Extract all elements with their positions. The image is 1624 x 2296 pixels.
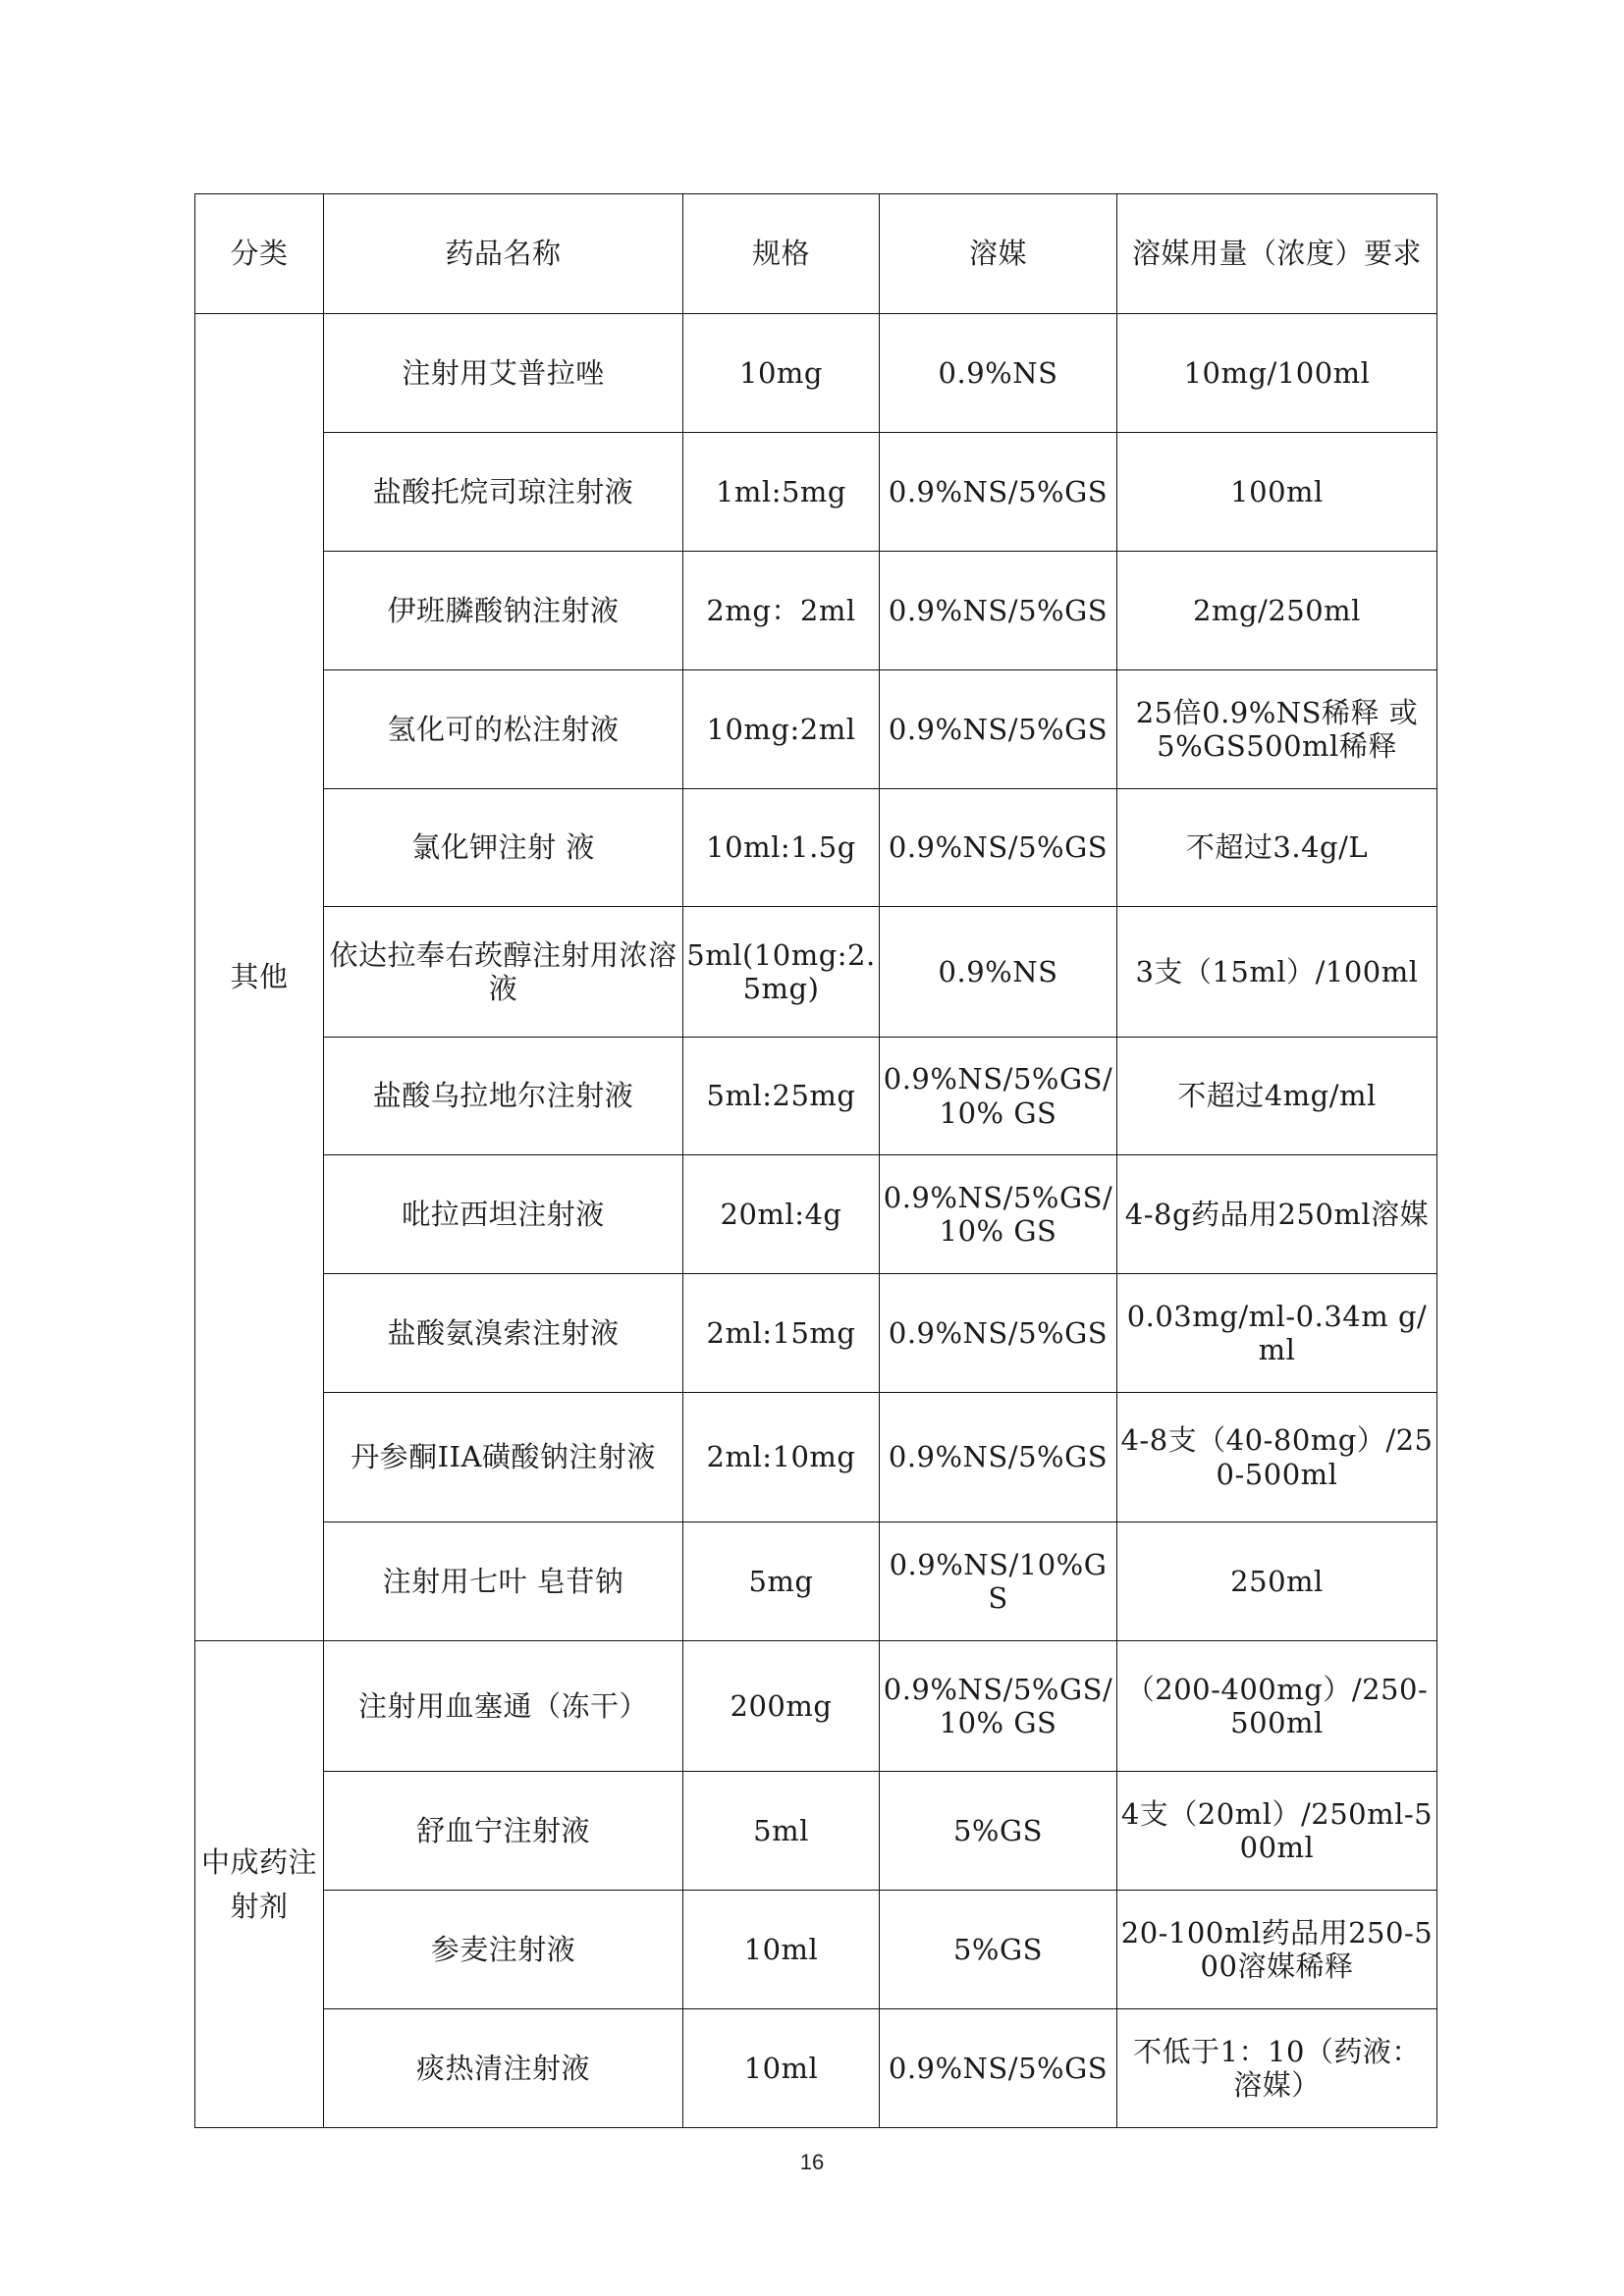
- drug-name-cell-text: 注射用七叶 皂苷钠: [382, 1564, 624, 1598]
- table-row: [195, 433, 1437, 552]
- spec-cell-text: 5ml: [753, 1813, 809, 1847]
- solvent-cell-text: 0.9%NS/5%GS: [888, 830, 1109, 865]
- requirement-cell-text: 2mg/250ml: [1193, 593, 1361, 627]
- drug-name-cell: [324, 2009, 683, 2128]
- requirement-cell-text: （200-400mg）/250-500ml: [1125, 1672, 1429, 1739]
- solvent-cell-text: 5%GS: [952, 1813, 1044, 1847]
- drug-name-cell-text: 注射用艾普拉唑: [402, 355, 605, 390]
- requirement-cell: [1117, 552, 1437, 670]
- solvent-cell-text: 0.9%NS/10%GS: [889, 1547, 1108, 1615]
- solvent-cell-text: 0.9%NS/5%GS: [888, 593, 1109, 627]
- solvent-cell: [880, 907, 1117, 1038]
- requirement-cell-text: 4-8支（40-80mg）/250-500ml: [1120, 1423, 1434, 1491]
- spec-cell-text: 10ml:1.5g: [706, 830, 856, 865]
- page-number: 16: [799, 2150, 825, 2174]
- requirement-cell-text: 不超过4mg/ml: [1177, 1079, 1377, 1113]
- spec-cell-text: 10mg: [739, 355, 823, 390]
- requirement-cell: [1117, 1522, 1437, 1641]
- solvent-cell-text: 0.9%NS/5%GS/10% GS: [883, 1062, 1113, 1130]
- requirement-cell-text: 25倍0.9%NS稀释 或5%GS500ml稀释: [1135, 695, 1419, 763]
- requirement-cell: [1117, 670, 1437, 789]
- drug-name-cell-text: 盐酸托烷司琼注射液: [372, 474, 634, 508]
- solvent-cell: [880, 1772, 1117, 1891]
- solvent-cell: [880, 1891, 1117, 2009]
- drug-name-cell: [324, 1038, 683, 1155]
- drug-name-cell-text: 参麦注射液: [430, 1932, 576, 1966]
- spec-cell: [683, 1641, 880, 1772]
- drug-name-cell: [324, 552, 683, 670]
- table-row: [195, 670, 1437, 789]
- spec-cell: [683, 314, 880, 433]
- spec-cell: [683, 2009, 880, 2128]
- solvent-cell-text: 0.9%NS/5%GS: [888, 2051, 1109, 2085]
- solvent-cell: [880, 1522, 1117, 1641]
- table-body: [195, 314, 1437, 2128]
- table-row: [195, 1641, 1437, 1772]
- drug-name-cell: [324, 1772, 683, 1891]
- header-solvent: 溶媒: [880, 194, 1117, 314]
- spec-cell-text: 5ml:25mg: [706, 1079, 856, 1113]
- requirement-cell: [1117, 1891, 1437, 2009]
- requirement-cell-text: 不低于1：10（药液：溶媒）: [1133, 2034, 1421, 2102]
- header-category: 分类: [195, 194, 324, 314]
- spec-cell: [683, 1155, 880, 1274]
- drug-name-cell-text: 依达拉奉右莰醇注射用浓溶液: [329, 937, 677, 1005]
- spec-cell: [683, 1038, 880, 1155]
- spec-cell: [683, 1522, 880, 1641]
- solvent-cell: [880, 670, 1117, 789]
- spec-cell: [683, 789, 880, 907]
- drug-name-cell: [324, 907, 683, 1038]
- solvent-cell-text: 0.9%NS: [938, 355, 1058, 390]
- spec-cell-text: 1ml:5mg: [715, 474, 846, 508]
- table-row: [195, 314, 1437, 433]
- spec-cell-text: 200mg: [730, 1688, 833, 1723]
- solvent-cell: [880, 552, 1117, 670]
- drug-name-cell: [324, 314, 683, 433]
- solvent-cell-text: 0.9%NS/5%GS/10% GS: [883, 1180, 1113, 1248]
- requirement-cell: [1117, 907, 1437, 1038]
- requirement-cell: [1117, 2009, 1437, 2128]
- table-row: [195, 1155, 1437, 1274]
- table-row: [195, 907, 1437, 1038]
- drug-name-cell: [324, 1522, 683, 1641]
- solvent-cell-text: 0.9%NS/5%GS: [888, 474, 1109, 508]
- spec-cell: [683, 907, 880, 1038]
- drug-name-cell: [324, 1274, 683, 1393]
- spec-cell: [683, 1393, 880, 1522]
- requirement-cell-text: 不超过3.4g/L: [1185, 830, 1369, 865]
- requirement-cell: [1117, 1038, 1437, 1155]
- requirement-cell: [1117, 789, 1437, 907]
- spec-cell: [683, 1772, 880, 1891]
- table-row: [195, 789, 1437, 907]
- requirement-cell: [1117, 1274, 1437, 1393]
- table-row: [195, 2009, 1437, 2128]
- solvent-cell: [880, 789, 1117, 907]
- drug-name-cell: [324, 789, 683, 907]
- table-row: [195, 1038, 1437, 1155]
- spec-cell-text: 5ml(10mg:2.5mg): [686, 937, 876, 1005]
- drug-name-cell: [324, 433, 683, 552]
- drug-name-cell-text: 盐酸乌拉地尔注射液: [372, 1079, 634, 1113]
- spec-cell-text: 10ml: [743, 2051, 819, 2085]
- requirement-cell-text: 3支（15ml）/100ml: [1135, 954, 1419, 988]
- drug-name-cell: [324, 1641, 683, 1772]
- solvent-cell: [880, 433, 1117, 552]
- requirement-cell-text: 20-100ml药品用250-500溶媒稀释: [1120, 1915, 1434, 1983]
- solvent-cell-text: 5%GS: [952, 1932, 1044, 1966]
- spec-cell-text: 20ml:4g: [720, 1197, 842, 1231]
- requirement-cell: [1117, 1641, 1437, 1772]
- drug-solvent-table: [194, 193, 1437, 2128]
- table-header-row: [195, 194, 1437, 314]
- table-row: [195, 1772, 1437, 1891]
- solvent-cell-text: 0.9%NS/5%GS: [888, 1440, 1109, 1474]
- spec-cell-text: 10mg:2ml: [706, 712, 856, 746]
- spec-cell-text: 10ml: [743, 1932, 819, 1966]
- solvent-cell: [880, 1155, 1117, 1274]
- requirement-cell-text: 4-8g药品用250ml溶媒: [1124, 1197, 1430, 1231]
- drug-name-cell-text: 痰热清注射液: [415, 2051, 590, 2085]
- drug-name-cell-text: 舒血宁注射液: [415, 1813, 590, 1847]
- requirement-cell: [1117, 1393, 1437, 1522]
- requirement-cell-text: 100ml: [1230, 474, 1324, 508]
- solvent-cell: [880, 1393, 1117, 1522]
- category-label: 其他: [230, 960, 289, 994]
- drug-name-cell-text: 氢化可的松注射液: [387, 712, 620, 746]
- spec-cell: [683, 670, 880, 789]
- drug-name-cell-text: 丹参酮IIA磺酸钠注射液: [351, 1440, 656, 1474]
- spec-cell-text: 2mg：2ml: [706, 593, 856, 627]
- table-row: [195, 1522, 1437, 1641]
- solvent-cell: [880, 1038, 1117, 1155]
- header-spec: 规格: [683, 194, 880, 314]
- requirement-cell-text: 4支（20ml）/250ml-500ml: [1120, 1796, 1434, 1864]
- spec-cell: [683, 1274, 880, 1393]
- solvent-cell: [880, 1641, 1117, 1772]
- solvent-cell: [880, 1274, 1117, 1393]
- category-label: 中成药注射剂: [201, 1844, 318, 1923]
- solvent-cell-text: 0.9%NS: [938, 954, 1058, 988]
- requirement-cell-text: 0.03mg/ml-0.34m g/ml: [1126, 1299, 1428, 1366]
- drug-name-cell-text: 注射用血塞通（冻干）: [357, 1688, 648, 1723]
- drug-name-cell: [324, 1393, 683, 1522]
- solvent-cell-text: 0.9%NS/5%GS: [888, 712, 1109, 746]
- requirement-cell: [1117, 433, 1437, 552]
- requirement-cell: [1117, 1772, 1437, 1891]
- drug-name-cell-text: 吡拉西坦注射液: [402, 1197, 605, 1231]
- drug-name-cell-text: 盐酸氨溴索注射液: [387, 1315, 620, 1350]
- spec-cell: [683, 552, 880, 670]
- solvent-cell: [880, 2009, 1117, 2128]
- requirement-cell-text: 10mg/100ml: [1183, 355, 1371, 390]
- requirement-cell: [1117, 1155, 1437, 1274]
- table-row: [195, 1274, 1437, 1393]
- drug-name-cell-text: 伊班膦酸钠注射液: [387, 593, 620, 627]
- spec-cell-text: 2ml:10mg: [706, 1440, 856, 1474]
- table-row: [195, 552, 1437, 670]
- header-drug-name: 药品名称: [324, 194, 683, 314]
- spec-cell: [683, 1891, 880, 2009]
- drug-name-cell: [324, 670, 683, 789]
- table-row: [195, 1891, 1437, 2009]
- solvent-cell-text: 0.9%NS/5%GS: [888, 1315, 1109, 1350]
- solvent-cell-text: 0.9%NS/5%GS/10% GS: [883, 1672, 1113, 1739]
- category-cell: [195, 314, 324, 1641]
- requirement-cell: [1117, 314, 1437, 433]
- category-cell: [195, 1641, 324, 2128]
- requirement-cell-text: 250ml: [1230, 1564, 1324, 1598]
- drug-name-cell: [324, 1155, 683, 1274]
- drug-name-cell-text: 氯化钾注射 液: [411, 830, 595, 865]
- spec-cell: [683, 433, 880, 552]
- spec-cell-text: 2ml:15mg: [706, 1315, 856, 1350]
- spec-cell-text: 5mg: [748, 1564, 814, 1598]
- header-requirement: 溶媒用量（浓度）要求: [1117, 194, 1437, 314]
- table-row: [195, 1393, 1437, 1522]
- drug-name-cell: [324, 1891, 683, 2009]
- solvent-cell: [880, 314, 1117, 433]
